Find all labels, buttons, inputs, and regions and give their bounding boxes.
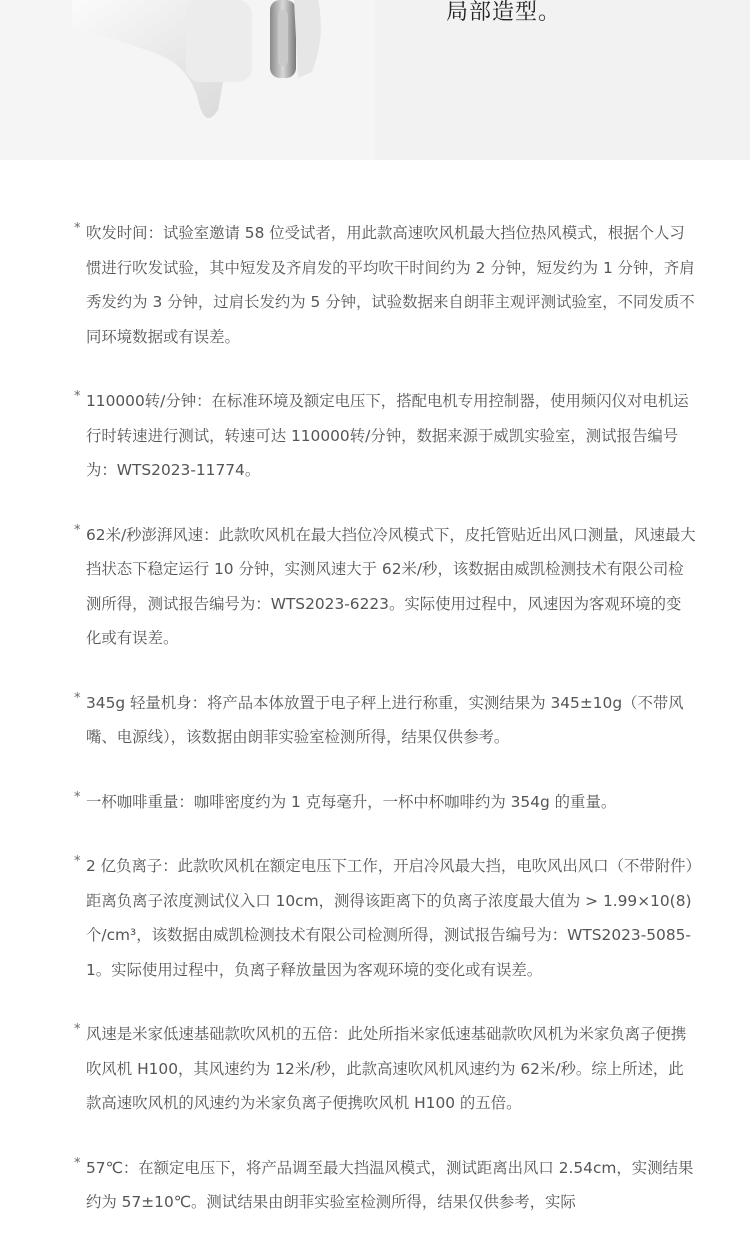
asterisk-marker: *: [74, 789, 81, 805]
asterisk-marker: *: [74, 690, 81, 706]
footnote-blow-dry-time: [0, 216, 750, 354]
asterisk-marker: *: [74, 389, 81, 404]
footnote-text: 一杯咖啡重量：咖啡密度约为 1 克每毫升，一杯中杯咖啡约为 354g 的重量。: [86, 792, 617, 811]
footnote-motor-speed: [0, 384, 750, 488]
footnote-temperature: [0, 1151, 750, 1220]
footnote-text: 57℃：在额定电压下，将产品调至最大挡温风模式，测试距离出风口 2.54cm，实测结果约为 57±10℃。测试结果由朗菲实验室检测所得，结果仅供参考，实际: [86, 1158, 694, 1211]
product-hero-section: [0, 0, 750, 160]
asterisk-marker: *: [74, 1155, 81, 1171]
footnote-wind-speed: [0, 518, 750, 656]
footnote-text: 吹发时间：试验室邀请 58 位受试者，用此款高速吹风机最大挡位热风模式，根据个人习惯进行吹发试验，其中短发及齐肩发的平均吹干时间约为 2 分钟，短发约为 1 分钟，齐肩秀发约为 3 分钟，过肩长发约为 5 分钟，试验数据来自朗菲主观评测试验室，不同发质不同环境数据或有误差。: [86, 224, 695, 346]
footnote-text: 风速是米家低速基础款吹风机的五倍：此处所指米家低速基础款吹风机为米家负离子便携吹风机 H100，其风速约为 12米/秒，此款高速吹风机风速约为 62米/秒。综上所述，此款高速吹风机的风速约为米家负离子便携吹风机 H100 的五倍。: [86, 1025, 687, 1112]
footnote-coffee-weight: [0, 785, 750, 820]
footnote-text: 2 亿负离子：此款吹风机在额定电压下工作，开启冷风最大挡，电吹风出风口（不带附件）距离负离子浓度测试仪入口 10cm，测得该距离下的负离子浓度最大值为 > 1.99×10(8)个/cm³，该数据由威凯检测技术有限公司检测所得，测试报告编号为：WTS2023-5085-1。实际使用过程中，负离子释放量因为客观环境的变化或有误差。: [86, 857, 694, 979]
hair-dryer-illustration: [0, 0, 375, 160]
footnotes-list: [0, 216, 750, 1250]
asterisk-marker: *: [74, 854, 81, 869]
asterisk-marker: *: [74, 1022, 81, 1037]
footnote-text: 110000转/分钟：在标准环境及额定电压下，搭配电机专用控制器，使用频闪仪对电机运行时转速进行测试，转速可达 110000转/分钟，数据来源于威凯实验室，测试报告编号为：WTS2023-11774。: [86, 392, 689, 479]
hair-dryer-product-image: [0, 0, 375, 160]
hero-caption: 局部造型。: [446, 0, 562, 25]
asterisk-marker: *: [74, 221, 81, 236]
asterisk-marker: *: [74, 522, 81, 538]
footnote-speed-comparison: [0, 1017, 750, 1121]
hero-text-panel: [375, 0, 750, 160]
footnote-weight: [0, 686, 750, 755]
footnote-negative-ions: [0, 849, 750, 987]
footnote-text: 62米/秒澎湃风速：此款吹风机在最大挡位冷风模式下，皮托管贴近出风口测量，风速最大挡状态下稳定运行 10 分钟，实测风速大于 62米/秒，该数据由威凯检测技术有限公司检测所得，测试报告编号为：WTS2023-6223。实际使用过程中，风速因为客观环境的变化或有误差。: [86, 525, 696, 647]
footnote-text: 345g 轻量机身：将产品本体放置于电子秤上进行称重，实测结果为 345±10g（不带风嘴、电源线），该数据由朗菲实验室检测所得，结果仅供参考。: [86, 693, 684, 746]
